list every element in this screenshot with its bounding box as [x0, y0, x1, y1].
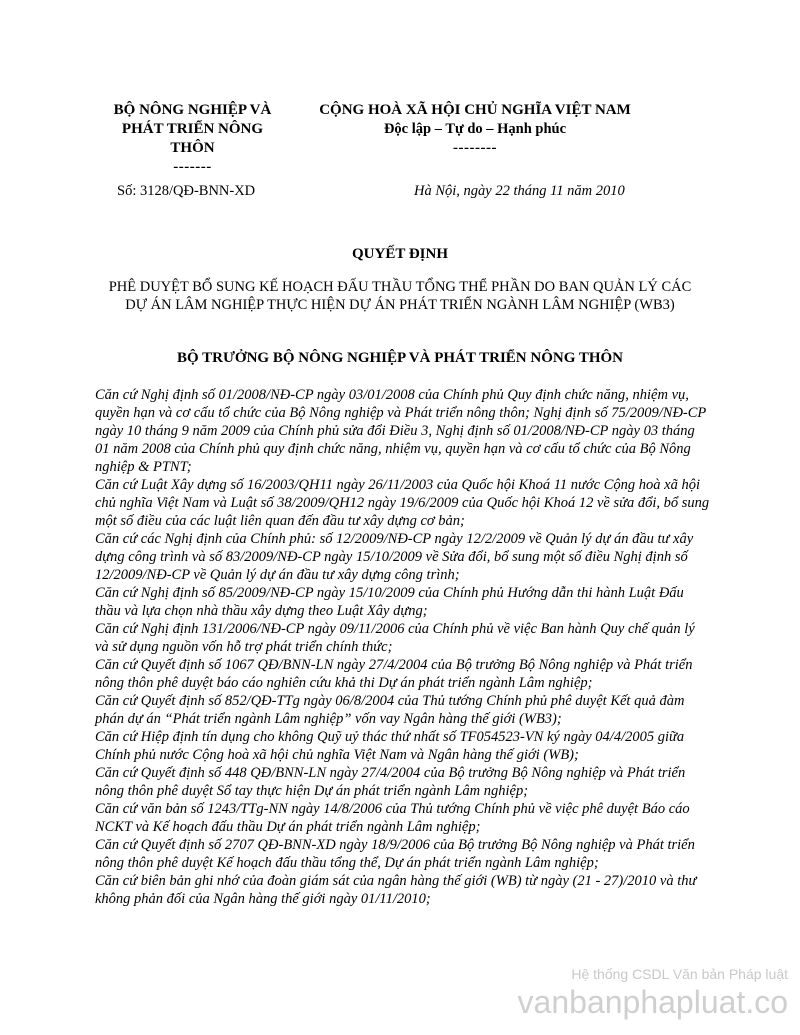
ministry-header	[100, 101, 285, 177]
legal-bases	[95, 386, 710, 908]
watermark-site: vanbanphapluat.co	[517, 984, 788, 1020]
legal-basis-item: Căn cứ văn bản số 1243/TTg-NN ngày 14/8/2006 của Thủ tướng Chính phủ về việc phê duyệt Báo cáo NCKT và Kế hoạch đấu thầu Dự án phát triển ngành Lâm nghiệp;	[95, 801, 690, 835]
ministry-name-line1: BỘ NÔNG NGHIỆP VÀ	[113, 102, 272, 118]
place-and-date: Hà Nội, ngày 22 tháng 11 năm 2010	[414, 183, 625, 199]
legal-basis-item: Căn cứ Quyết định số 2707 QĐ-BNN-XD ngày 18/9/2006 của Bộ trưởng Bộ Nông nghiệp và Phát triển nông thôn phê duyệt Kế hoạch đấu thầu tổng thể, Dự án phát triển ngành Lâm nghiệp;	[95, 837, 695, 871]
legal-basis-item: Căn cứ biên bản ghi nhớ của đoàn giám sát của ngân hàng thế giới (WB) từ ngày (21 - 27)/2010 và thư không phản đối của Ngân hàng thế giới ngày 01/11/2010;	[95, 873, 697, 907]
republic-header	[300, 101, 650, 158]
issuing-authority: BỘ TRƯỞNG BỘ NÔNG NGHIỆP VÀ PHÁT TRIỂN NÔNG THÔN	[176, 350, 624, 366]
republic-divider: --------	[453, 140, 497, 156]
decision-subject: PHÊ DUYỆT BỔ SUNG KẾ HOẠCH ĐẤU THẦU TỔNG THỂ PHẦN DO BAN QUẢN LÝ CÁC DỰ ÁN LÂM NGHIỆP THỰC HIỆN DỰ ÁN PHÁT TRIỂN NGÀNH LÂM NGHIỆP (WB3)	[108, 279, 692, 313]
ministry-divider: -------	[173, 159, 212, 175]
republic-name: CỘNG HOÀ XÃ HỘI CHỦ NGHĨA VIỆT NAM	[319, 102, 631, 118]
legal-basis-item: Căn cứ Quyết định số 448 QĐ/BNN-LN ngày 27/4/2004 của Bộ trưởng Bộ Nông nghiệp và Phát triển nông thôn phê duyệt Sổ tay thực hiện Dự án phát triển ngành Lâm nghiệp;	[95, 765, 686, 799]
watermark	[518, 965, 788, 1021]
decision-title: QUYẾT ĐỊNH	[352, 246, 448, 262]
watermark-caption: Hệ thống CSDL Văn bản Pháp luật	[571, 966, 788, 982]
legal-basis-item: Căn cứ Quyết định số 852/QĐ-TTg ngày 06/8/2004 của Thủ tướng Chính phủ phê duyệt Kết quả đàm phán dự án “Phát triển ngành Lâm nghiệp” vốn vay Ngân hàng thế giới (WB3);	[95, 693, 685, 727]
legal-basis-item: Căn cứ Quyết định số 1067 QĐ/BNN-LN ngày 27/4/2004 của Bộ trưởng Bộ Nông nghiệp và Phát triển nông thôn phê duyệt báo cáo nghiên cứu khả thi Dự án phát triển ngành Lâm nghiệp;	[95, 657, 693, 691]
ministry-name-line3: THÔN	[170, 140, 215, 156]
document-number: Số: 3128/QĐ-BNN-XD	[117, 183, 256, 199]
legal-basis-item: Căn cứ Nghị định 131/2006/NĐ-CP ngày 09/11/2006 của Chính phủ về việc Ban hành Quy chế quản lý và sử dụng nguồn vốn hỗ trợ phát triển chính thức;	[95, 621, 695, 655]
ministry-name-line2: PHÁT TRIỂN NÔNG	[121, 121, 264, 137]
legal-basis-item: Căn cứ Hiệp định tín dụng cho không Quỹ uỷ thác thứ nhất số TF054523-VN ký ngày 04/4/2005 giữa Chính phủ nước Cộng hoà xã hội chủ nghĩa Việt Nam và Ngân hàng thế giới (WB);	[95, 729, 685, 763]
legal-basis-item: Căn cứ Nghị định số 01/2008/NĐ-CP ngày 03/01/2008 của Chính phủ Quy định chức năng, nhiệm vụ, quyền hạn và cơ cấu tổ chức của Bộ Nông nghiệp và Phát triển nông thôn; Nghị định số 75/2009/NĐ-CP ngày 10 tháng 9 năm 2009 của Chính phủ sửa đổi Điều 3, Nghị định số 01/2008/NĐ-CP ngày 03 tháng 01 năm 2008 của Chính phủ quy định chức năng, nhiệm vụ, quyền hạn và cơ cấu tổ chức của Bộ Nông nghiệp & PTNT;	[95, 387, 707, 475]
legal-basis-item: Căn cứ các Nghị định của Chính phủ: số 12/2009/NĐ-CP ngày 12/2/2009 về Quản lý dự án đầu tư xây dựng công trình và số 83/2009/NĐ-CP ngày 15/10/2009 về Sửa đổi, bổ sung một số điều Nghị định số 12/2009/NĐ-CP về Quản lý dự án đầu tư xây dựng công trình;	[95, 531, 694, 583]
legal-basis-item: Căn cứ Luật Xây dựng số 16/2003/QH11 ngày 26/11/2003 của Quốc hội Khoá 11 nước Cộng hoà xã hội chủ nghĩa Việt Nam và Luật số 38/2009/QH12 ngày 19/6/2009 của Quốc hội Khoá 12 về sửa đổi, bổ sung một số điều của các luật liên quan đến đầu tư xây dựng cơ bản;	[95, 477, 710, 529]
legal-basis-item: Căn cứ Nghị định số 85/2009/NĐ-CP ngày 15/10/2009 của Chính phủ Hướng dẫn thi hành Luật Đấu thầu và lựa chọn nhà thầu xây dựng theo Luật Xây dựng;	[95, 585, 684, 619]
national-motto: Độc lập – Tự do – Hạnh phúc	[383, 121, 567, 137]
